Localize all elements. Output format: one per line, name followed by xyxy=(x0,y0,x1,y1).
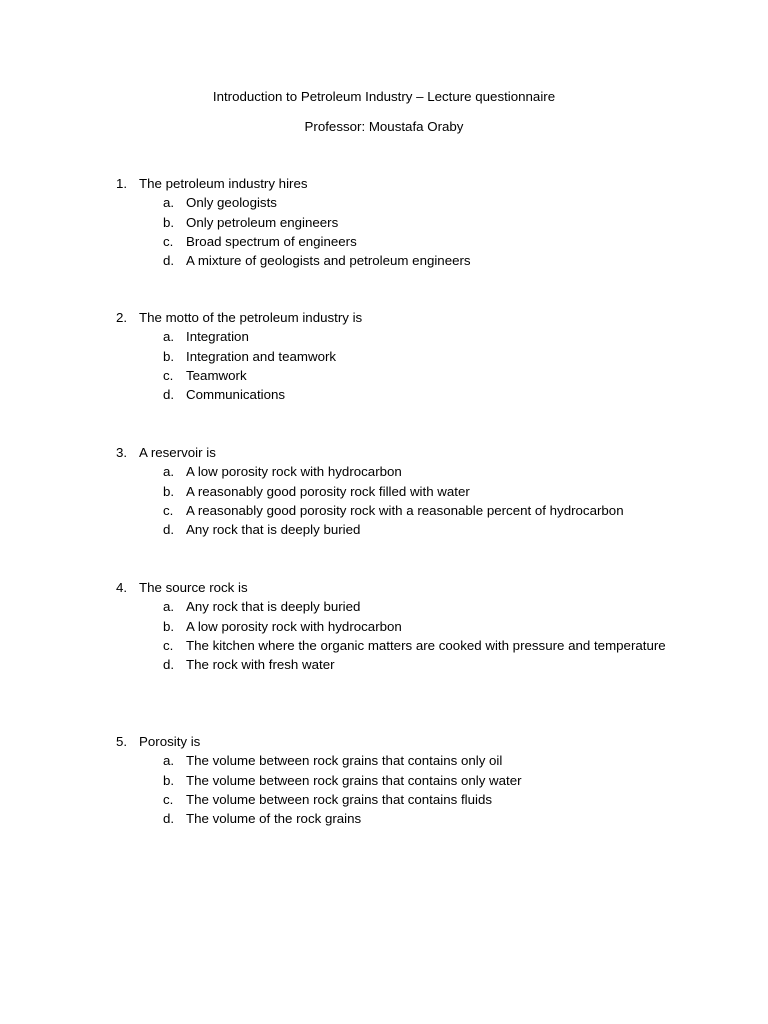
question-number: 4. xyxy=(116,580,128,595)
option-b xyxy=(0,617,768,636)
option-a xyxy=(0,193,768,212)
option-text: The volume between rock grains that contains only water xyxy=(186,772,522,788)
question-3 xyxy=(0,443,768,539)
option-text: Broad spectrum of engineers xyxy=(186,233,357,249)
option-d xyxy=(0,251,768,270)
question-3-stem xyxy=(0,443,768,462)
option-text: Communications xyxy=(186,387,286,403)
question-4-stem xyxy=(0,578,768,597)
option-letter: a. xyxy=(163,753,175,769)
option-text: Integration xyxy=(186,329,249,345)
question-number: 3. xyxy=(116,445,128,460)
option-text: The volume of the rock grains xyxy=(186,811,362,827)
option-letter: b. xyxy=(163,772,175,788)
option-letter: d. xyxy=(163,387,175,403)
option-letter: c. xyxy=(163,637,174,653)
question-text: Porosity is xyxy=(139,734,201,749)
option-letter: b. xyxy=(163,618,175,634)
option-d xyxy=(0,385,768,404)
option-a xyxy=(0,597,768,616)
question-1 xyxy=(0,174,768,270)
question-2 xyxy=(0,308,768,404)
option-letter: d. xyxy=(163,522,175,538)
option-a xyxy=(0,327,768,346)
option-text: Teamwork xyxy=(186,367,247,383)
option-letter: c. xyxy=(163,233,174,249)
option-b xyxy=(0,482,768,501)
option-letter: c. xyxy=(163,791,174,807)
option-a xyxy=(0,751,768,770)
option-text: The kitchen where the organic matters are cooked with pressure and temperature xyxy=(186,637,666,653)
option-letter: a. xyxy=(163,464,175,480)
option-text: The rock with fresh water xyxy=(186,657,335,673)
option-text: The volume between rock grains that contains only oil xyxy=(186,753,503,769)
question-text: The source rock is xyxy=(139,580,248,595)
option-text: A reasonably good porosity rock filled with water xyxy=(186,483,470,499)
option-text: A reasonably good porosity rock with a reasonable percent of hydrocarbon xyxy=(186,502,624,518)
option-text: Only geologists xyxy=(186,195,277,211)
option-c xyxy=(0,790,768,809)
option-letter: d. xyxy=(163,253,175,269)
option-b xyxy=(0,347,768,366)
question-number: 2. xyxy=(116,310,128,325)
option-text: Integration and teamwork xyxy=(186,348,337,364)
option-letter: a. xyxy=(163,599,175,615)
option-text: A low porosity rock with hydrocarbon xyxy=(186,618,402,634)
option-letter: d. xyxy=(163,657,175,673)
option-d xyxy=(0,520,768,539)
document-title: Introduction to Petroleum Industry – Lecture questionnaire xyxy=(212,89,556,104)
question-text: The motto of the petroleum industry is xyxy=(139,310,363,325)
option-b xyxy=(0,213,768,232)
question-number: 5. xyxy=(116,734,128,749)
question-5-stem xyxy=(0,732,768,751)
option-letter: a. xyxy=(163,195,175,211)
option-d xyxy=(0,655,768,674)
option-letter: c. xyxy=(163,502,174,518)
professor-line: Professor: Moustafa Oraby xyxy=(304,119,464,134)
question-1-stem xyxy=(0,174,768,193)
option-c xyxy=(0,501,768,520)
option-text: A low porosity rock with hydrocarbon xyxy=(186,464,402,480)
question-text: The petroleum industry hires xyxy=(139,176,308,191)
option-b xyxy=(0,771,768,790)
option-text: A mixture of geologists and petroleum engineers xyxy=(186,253,471,269)
option-c xyxy=(0,366,768,385)
option-c xyxy=(0,232,768,251)
option-text: Only petroleum engineers xyxy=(186,214,339,230)
question-2-stem xyxy=(0,308,768,327)
option-letter: b. xyxy=(163,483,175,499)
option-letter: b. xyxy=(163,348,175,364)
option-letter: b. xyxy=(163,214,175,230)
option-text: Any rock that is deeply buried xyxy=(186,522,361,538)
option-letter: c. xyxy=(163,367,174,383)
option-d xyxy=(0,809,768,828)
option-letter: a. xyxy=(163,329,175,345)
question-text: A reservoir is xyxy=(139,445,216,460)
question-4 xyxy=(0,578,768,674)
option-text: The volume between rock grains that contains fluids xyxy=(186,791,492,807)
option-a xyxy=(0,462,768,481)
option-letter: d. xyxy=(163,811,175,827)
option-text: Any rock that is deeply buried xyxy=(186,599,361,615)
option-c xyxy=(0,636,768,655)
question-5 xyxy=(0,732,768,828)
question-number: 1. xyxy=(116,176,128,191)
